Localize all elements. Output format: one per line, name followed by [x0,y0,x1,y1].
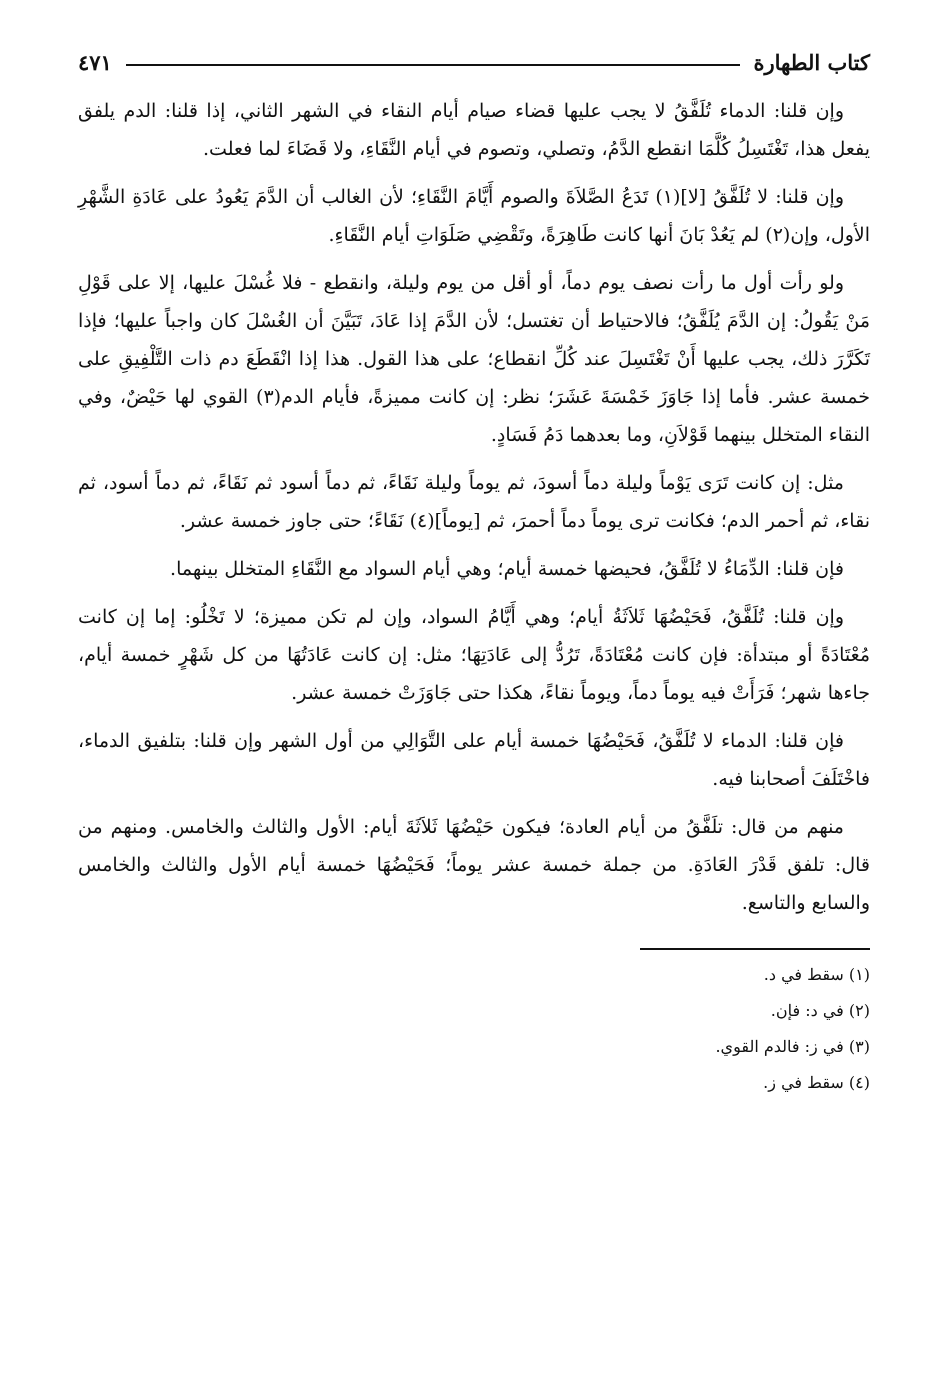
header-rule [126,64,740,66]
paragraph: وإن قلنا: الدماء تُلَفَّقُ لا يجب عليها قضاء صيام أيام النقاء في الشهر الثاني، إذا قلنا: الدم يلفق يفعل هذا، تَغْتَسِلُ كُلَّمَا انقطع الدَّمُ، وتصلي، وتصوم في أيام النَّقَاءِ، ولا قَضَاءَ لما فعلت. [78,100,870,160]
main-text [78,92,870,922]
footnote: (٢) في د: فإن. [770,1001,870,1020]
page-header [78,40,870,84]
book-page [78,40,870,1106]
footnote: (٤) سقط في ز. [763,1073,870,1092]
footnote-separator [640,948,870,950]
paragraph: منهم من قال: تلَفَّقُ من أيام العادة؛ فيكون حَيْضُهَا ثَلاَثَةَ أيام: الأول والثالث والخامس. ومنهم من قال: تلفق قَدْرَ العَادَةِ. من جملة خمسة عشر يوماً؛ فَحَيْضُهَا خمسة أيام الأول والثالث والخامس والسابع والتاسع. [78,816,870,914]
paragraph: وإن قلنا: لا تُلَفَّقُ [لا](١) تَدَعُ الصَّلاَةَ والصوم أَيَّامَ النَّقَاءِ؛ لأن الغالب أن الدَّمَ يَعُودُ على عَادَةِ الشَّهْرِ الأول، وإن(٢) لم يَعُدْ بَانَ أنها كانت طَاهِرَةً، وتَقْضِي صَلَوَاتِ أيام النَّقَاءِ. [78,186,870,246]
paragraph: فإن قلنا: الدماء لا تُلَفَّقُ، فَحَيْضُهَا خمسة أيام على التَّوَالِي من أول الشهر وإن قلنا: بتلفيق الدماء، فاخْتَلَفَ أصحابنا فيه. [78,730,870,790]
footnotes [78,962,870,1096]
paragraph: مثل: إن كانت تَرَى يَوْماً وليلة دماً أسودَ، ثم يوماً وليلة نَقَاءً، ثم دماً أسود ثم نَقَاءً، ثم دماً أسود، ثم نقاء، ثم أحمر الدم؛ فكانت ترى يوماً دماً أحمرَ، ثم [يوماً](٤) نَقَاءً؛ حتى جاوز خمسة عشر. [78,472,870,532]
running-title: كتاب الطهارة [753,49,870,75]
paragraph: وإن قلنا: تُلَفَّقُ، فَحَيْضُهَا ثَلاَثَةُ أيام؛ وهي أَيَّامُ السواد، وإن لم تكن مميزة؛ لا تَخْلُو: إما إن كانت مُعْتَادَةً أو مبتدأة: فإن كانت مُعْتَادَةً، تَرُدُّ إلى عَادَتِهَا؛ مثل: إن كانت عَادَتُهَا من كل شَهْرٍ خمسة أيام، جاءها شهر؛ فَرَأَتْ فيه يوماً دماً، ويوماً نقاءً، هكذا حتى جَاوَزَتْ خمسة عشر. [78,606,870,704]
paragraph: فإن قلنا: الدِّمَاءُ لا تُلَفَّقُ، فحيضها خمسة أيام؛ وهي أيام السواد مع النَّقَاءِ المتخلل بينهما. [170,558,844,580]
page-number: ٤٧١ [78,49,112,75]
paragraph: ولو رأت أول ما رأت نصف يوم دماً، أو أقل من يوم وليلة، وانقطع - فلا غُسْلَ عليها، إلا على قَوْلِ مَنْ يَقُولُ: إن الدَّمَ يُلَفَّقُ؛ فالاحتياط أن تغتسل؛ لأن الدَّمَ إذا عَادَ، تَبَيَّنَ أن الغُسْلَ كان واجباً عليها؛ فإذا تَكَرَّرَ ذلك، يجب عليها أَنْ تَغْتَسِلَ عند كُلِّ انقطاع؛ على هذا القول. هذا إذا انْقَطَعَ دم ذات التَّلْفِيقِ على خمسة عشر. فأما إذا جَاوَزَ خَمْسَةَ عَشَرَ؛ نظر: إن كانت مميزةً، فأيام الدم(٣) القوي لها حَيْضٌ، وفي النقاء المتخلل بينهما قَوْلاَنِ، وما بعدهما دَمُ فَسَادٍ. [78,272,870,446]
footnote: (٣) في ز: فالدم القوي. [715,1037,870,1056]
footnote: (١) سقط في د. [763,965,870,984]
